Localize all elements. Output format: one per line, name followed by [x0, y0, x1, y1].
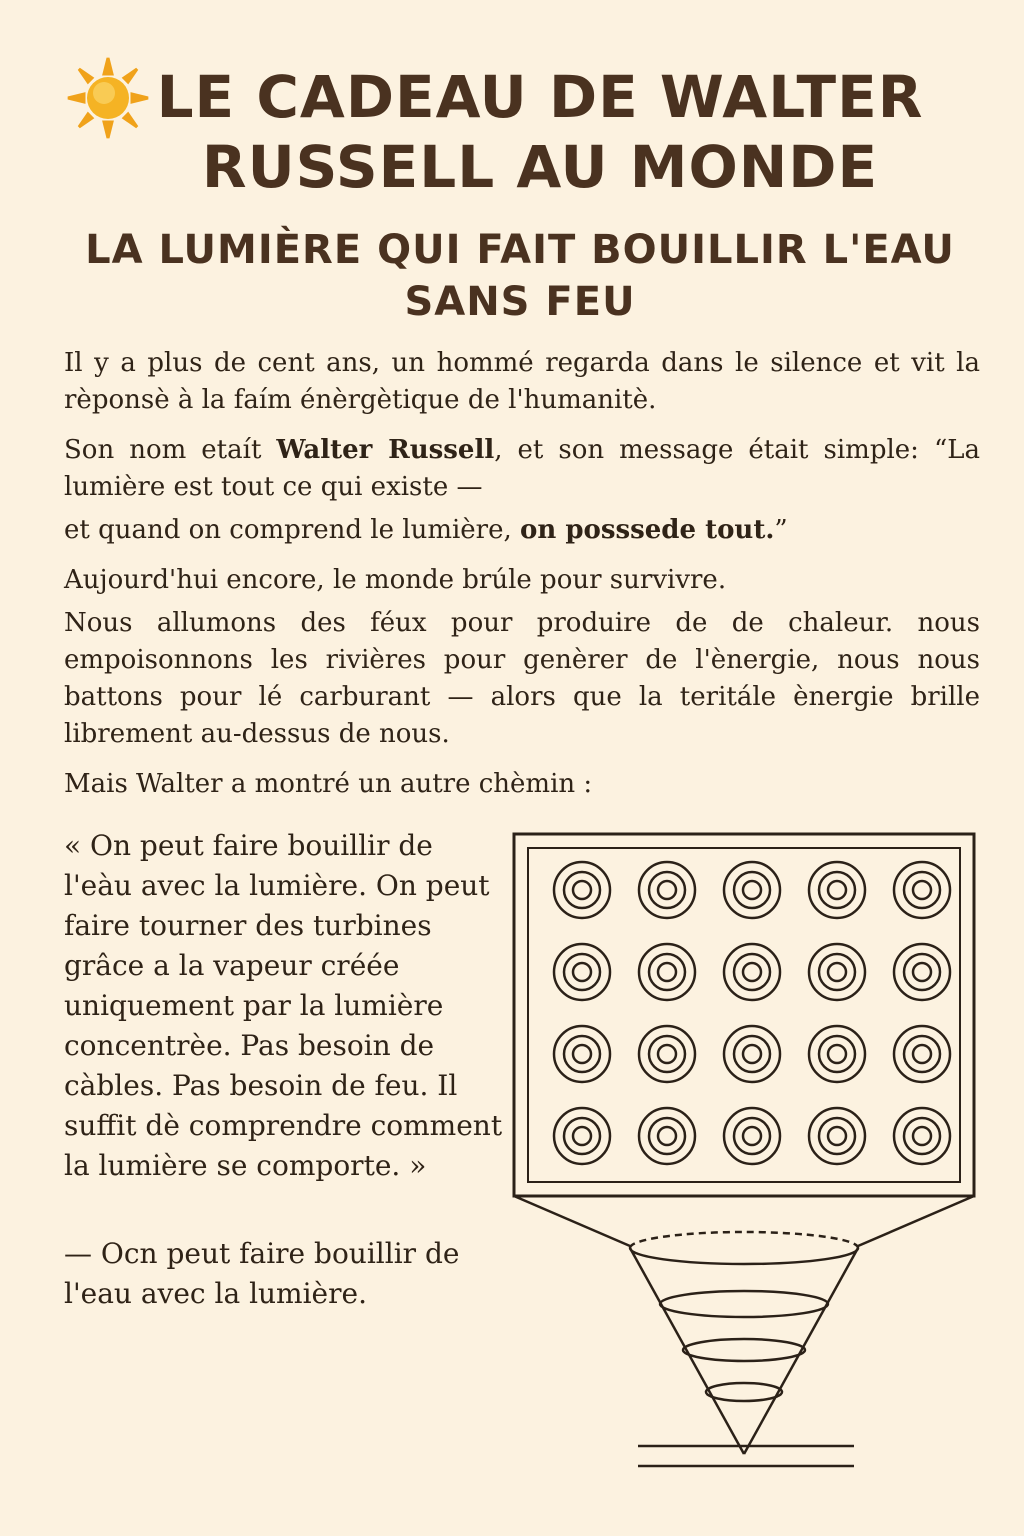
russell-quote	[64, 826, 504, 1362]
lens-cell	[724, 1108, 780, 1164]
lens-cell	[554, 1108, 610, 1164]
concentrator-cone	[514, 1196, 974, 1454]
lens-cell	[809, 944, 865, 1000]
lens-cell	[724, 862, 780, 918]
lens-cell	[554, 862, 610, 918]
lens-cell	[554, 1026, 610, 1082]
emphasis-text: on posssede tout.	[520, 515, 775, 545]
lens-cell	[724, 1026, 780, 1082]
lens-cell	[554, 944, 610, 1000]
lens-cell	[894, 1108, 950, 1164]
paragraph-other-path: Mais Walter a montré un autre chèmin :	[64, 769, 593, 799]
paragraph-intro: Il y a plus de cent ans, un hommé regarda dans le silence et vit la rèponsè à la faím énèrgètique de l'humanitè.	[64, 348, 980, 415]
quote-closing: — Ocn peut faire bouillir de l'eau avec la lumière.	[64, 1237, 460, 1310]
lens-cell	[809, 862, 865, 918]
solar-concentrator-diagram	[506, 826, 988, 1476]
paragraph-quote-line: et quand on comprend le lumière, on posssede tout.”	[64, 515, 788, 545]
lens-cell	[639, 1108, 695, 1164]
paragraph-name: Son nom etaít Walter Russell, et son message était simple: “La lumière est tout ce qui existe —	[64, 435, 981, 502]
lens-cell	[894, 1026, 950, 1082]
lens-cell	[894, 862, 950, 918]
lens-cell	[724, 944, 780, 1000]
intro-text	[64, 345, 980, 816]
page-subtitle: LA LUMIÈRE QUI FAIT BOUILLIR L'EAU SANS FEU	[85, 227, 955, 325]
paragraph-fire: Nous allumons des féux pour produire de de chaleur. nous empoisonnons les rivières pour genèrer de l'ènergie, nous nous battons pour lé carburant — alors que la teritále ènergie brille librement au-dessus de nous.	[64, 608, 980, 749]
walter-russell-name: Walter Russell	[276, 435, 495, 465]
lens-cell	[809, 1026, 865, 1082]
paragraph-today: Aujourd'hui encore, le monde brúle pour survivre.	[64, 565, 727, 595]
lens-cell	[639, 1026, 695, 1082]
lens-grid	[554, 862, 950, 1164]
lens-cell	[894, 944, 950, 1000]
page-title: LE CADEAU DE WALTER RUSSELL AU MONDE	[156, 63, 924, 201]
lens-cell	[809, 1108, 865, 1164]
lens-cell	[639, 944, 695, 1000]
sun-icon	[66, 56, 150, 140]
quote-text: « On peut faire bouillir de l'eàu avec la lumière. On peut faire tourner des turbines grâce a la vapeur créée uniquement par la lumière concentrèe. Pas besoin de càbles. Pas besoin de feu. Il suffit dè comprendre comment la lumière se comporte. »	[64, 829, 503, 1182]
lens-cell	[639, 862, 695, 918]
